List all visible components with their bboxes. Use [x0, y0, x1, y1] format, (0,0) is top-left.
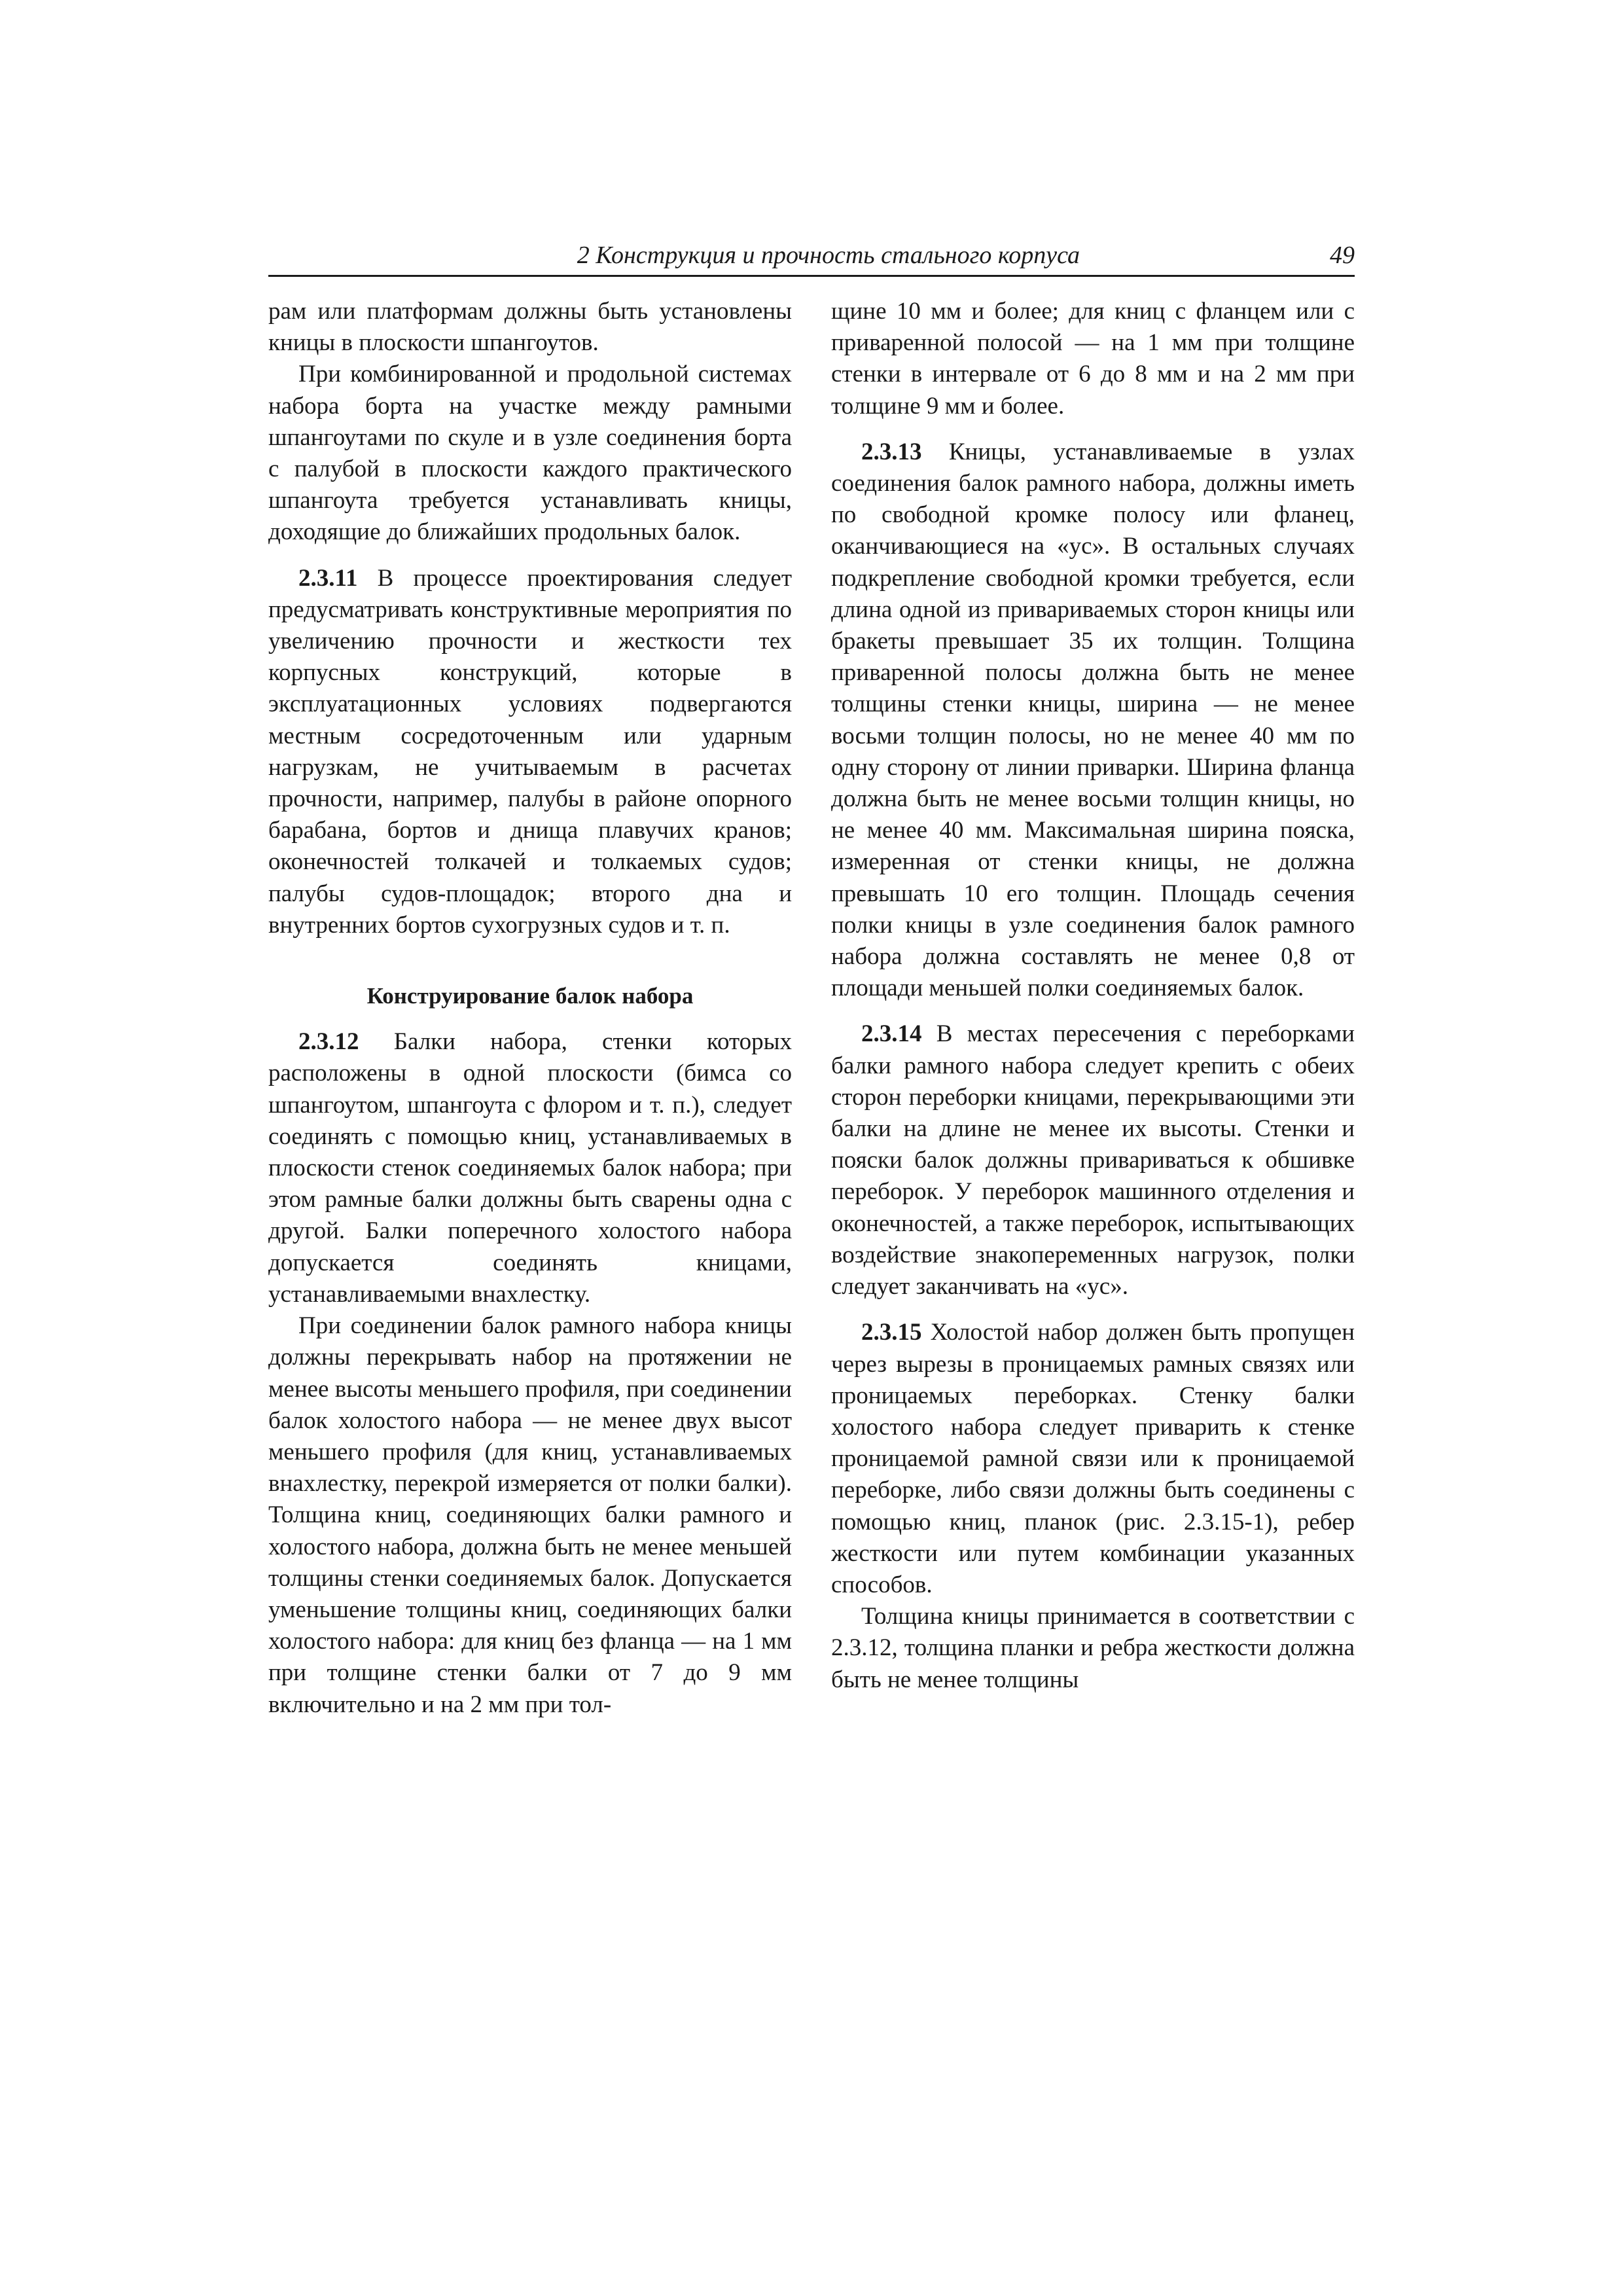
clause-2-3-11: [268, 563, 792, 941]
clause-number: 2.3.14: [861, 1020, 922, 1048]
clause-text: Кницы, устанавливаемые в узлах соединения балок рамного набора, должны иметь по свободной кромке полосу или фланец, оканчивающиеся на «ус». В остальных случаях подкрепление свободной кромки требуется, если длина одной из привариваемых сторон кницы или бракеты превышает 35 их толщин. Толщина приваренной полосы должна быть не менее толщины стенки кницы, ширина — не менее восьми толщин полосы, но не менее 40 мм по одну сторону от линии приварки. Ширина фланца должна быть не менее восьми толщин кницы, но не менее 40 мм. Максимальная ширина пояска, измеренная от стенки кницы, не должна превышать 10 его толщин. Площадь сечения полки кницы в узле соединения балок рамного набора должна составлять не менее 0,8 от площади меньшей полки соединяемых балок.: [831, 438, 1355, 1002]
running-title: 2 Конструкция и прочность стального корпуса: [577, 242, 1080, 269]
clause-text: В процессе проектирования следует предусматривать конструктивные мероприятия по увеличению прочности и жесткости тех корпусных конструкций, которые в эксплуатационных условиях подвергаются местным сосредоточенным или ударным нагрузкам, не учитываемым в расчетах прочности, например, палубы в районе опорного барабана, бортов и днища плавучих кранов; оконечностей толкачей и толкаемых судов; палубы судов-площадок; второго дна и внутренних бортов сухогрузных судов и т. п.: [268, 564, 792, 939]
document-page: [268, 236, 1355, 1937]
clause-text: Балки набора, стенки которых расположены в одной плоскости (бимса со шпангоутом, шпангоута с флором и т. п.), следует соединять с помощью книц, устанавливаемых в плоскости стенок соединяемых балок набора; при этом рамные балки должны быть сварены одна с другой. Балки поперечного холостого набора допускается соединять кницами, устанавливаемыми внахлестку.: [268, 1028, 792, 1308]
clause-2-3-14: [831, 1018, 1355, 1302]
paragraph-continuation: рам или платформам должны быть установлены кницы в плоскости шпангоутов.: [268, 298, 792, 357]
clause-number: 2.3.15: [861, 1319, 922, 1346]
paragraph: Толщина кницы принимается в соответствии с 2.3.12, толщина планки и ребра жесткости должна быть не менее толщины: [831, 1603, 1355, 1693]
paragraph: При соединении балок рамного набора кницы должны перекрывать набор на протяжении не менее высоты меньшего профиля, при соединении балок холостого набора — не менее двух высот меньшего профиля (для книц, устанавливаемых внахлестку, перекрой измеряется от полки балки). Толщина книц, соединяющих балки рамного и холостого набора, должна быть не менее меньшей толщины стенки соединяемых балок. Допускается уменьшение толщины книц, соединяющих балки холостого набора: для книц без фланца — на 1 мм при толщине стенки балки от 7 до 9 мм включительно и на 2 мм при тол-: [268, 1312, 792, 1718]
paragraph: При комбинированной и продольной системах набора борта на участке между рамными шпангоутами по скуле и в узле соединения борта с палубой в плоскости каждого практического шпангоута требуется устанавливать кницы, доходящие до ближайших продольных балок.: [268, 361, 792, 546]
right-column: [831, 296, 1355, 1721]
clause-text: В местах пересечения с переборками балки рамного набора следует крепить с обеих сторон переборки кницами, перекрывающими эти балки на длине не менее их высоты. Стенки и пояски балок должны привариваться к обшивке переборок. У переборок машинного отделения и оконечностей, а также переборок, испытывающих воздействие знакопеременных нагрузок, полки следует заканчивать на «ус».: [831, 1020, 1355, 1300]
running-header: [268, 236, 1355, 277]
clause-text: Холостой набор должен быть пропущен через вырезы в проницаемых рамных связях или проницаемых переборках. Стенку балки холостого набора следует приварить к стенке проницаемой рамной связи или к проницаемой переборке, либо связи должны быть соединены с помощью книц, планок (рис. 2.3.15-1), ребер жесткости или путем комбинации указанных способов.: [831, 1319, 1355, 1598]
left-column: [268, 296, 792, 1721]
clause-number: 2.3.12: [298, 1028, 359, 1056]
text-columns: [268, 296, 1355, 1721]
section-heading: Конструирование балок набора: [366, 983, 694, 1009]
clause-2-3-12: [268, 1026, 792, 1310]
clause-number: 2.3.11: [298, 564, 358, 592]
clause-2-3-13: [831, 437, 1355, 1005]
clause-number: 2.3.13: [861, 438, 922, 465]
page-number: 49: [1330, 242, 1355, 269]
clause-2-3-15: [831, 1317, 1355, 1601]
paragraph-continuation: щине 10 мм и более; для книц с фланцем или с приваренной полосой — на 1 мм при толщине стенки в интервале от 6 до 8 мм и на 2 мм при толщине 9 мм и более.: [831, 298, 1355, 420]
